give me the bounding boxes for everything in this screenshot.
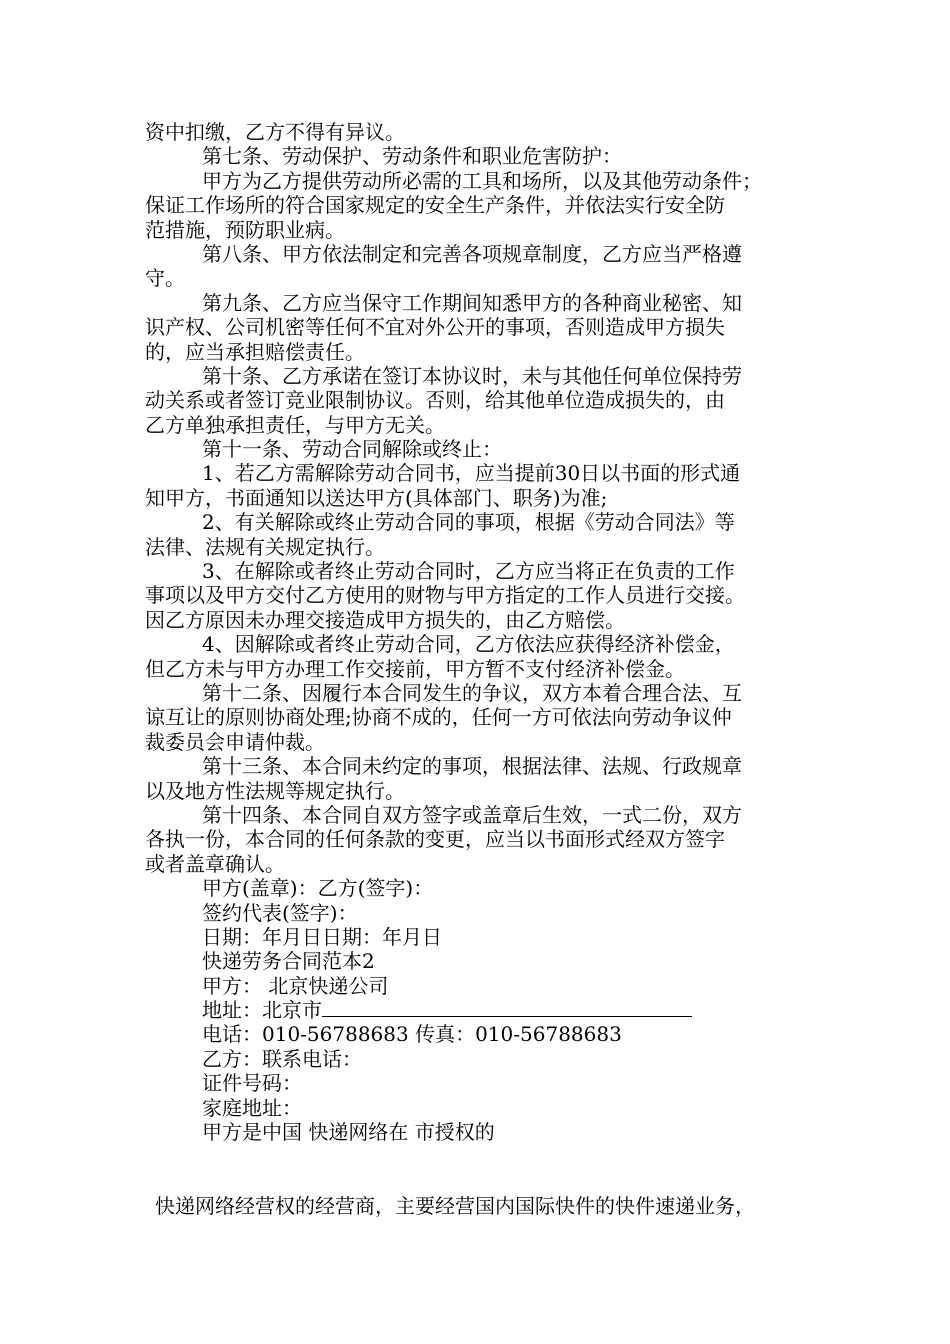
text-line: 各执一份，本合同的任何条款的变更，应当以书面形式经双方签字	[145, 827, 725, 852]
text-line: 第七条、劳动保护、劳动条件和职业危害防护：	[202, 144, 622, 169]
text-line: 乙方单独承担责任，与甲方无关。	[145, 412, 445, 437]
text-line: 4、因解除或者终止劳动合同，乙方依法应获得经济补偿金，	[202, 632, 735, 657]
intro-text: 甲方是中国 快递网络在 市授权的	[202, 1120, 495, 1145]
continuation-line: 快递网络经营权的经营商，主要经营国内国际快件的快件速递业务，	[155, 1194, 755, 1218]
text-line: 知甲方，书面通知以送达甲方(具体部门、职务)为准;	[145, 485, 608, 510]
address	[145, 998, 815, 1022]
sample2-title	[145, 949, 815, 973]
phone-fax-text: 电话：010-56788683 传真：010-56788683	[202, 1022, 622, 1047]
paragraph	[145, 461, 815, 510]
intro	[145, 1120, 815, 1144]
signature-representative-text: 签约代表(签字)：	[202, 900, 358, 925]
text-line: 第九条、乙方应当保守工作期间知悉甲方的各种商业秘密、知	[202, 290, 742, 315]
signature-parties-text: 甲方(盖章)：乙方(签字)：	[202, 876, 434, 901]
text-line: 的，应当承担赔偿责任。	[145, 339, 365, 364]
text-line: 动关系或者签订竞业限制协议。否则，给其他单位造成损失的，由	[145, 388, 725, 413]
text-line: 资中扣缴，乙方不得有异议。	[145, 120, 405, 144]
paragraph	[145, 364, 815, 437]
text-line: 裁委员会申请仲裁。	[145, 729, 325, 754]
party-a	[145, 974, 815, 998]
text-line: 第十三条、本合同未约定的事项，根据法律、法规、行政规章	[202, 754, 742, 779]
signature-representative	[145, 901, 815, 925]
text-line: 因乙方原因未办理交接造成甲方损失的，由乙方赔偿。	[145, 607, 625, 632]
paragraph	[145, 510, 815, 559]
paragraph	[145, 242, 815, 291]
text-line: 第十四条、本合同自双方签字或盖章后生效，一式二份，双方	[202, 802, 742, 827]
text-line: 或者盖章确认。	[145, 851, 285, 876]
contract-body	[145, 120, 815, 1144]
address-blank-line	[322, 998, 692, 1017]
text-line: 保证工作场所的符合国家规定的安全生产条件，并依法实行安全防	[145, 193, 725, 218]
paragraph	[145, 291, 815, 364]
signature-parties	[145, 876, 815, 900]
text-line: 1、若乙方需解除劳动合同书，应当提前30日以书面的形式通	[202, 461, 741, 486]
paragraph	[145, 681, 815, 754]
id-number-text: 证件号码：	[202, 1071, 302, 1096]
party-b	[145, 1047, 815, 1071]
text-line: 第十条、乙方承诺在签订本协议时，未与其他任何单位保持劳	[202, 363, 742, 388]
paragraph	[145, 144, 815, 168]
paragraph	[145, 120, 815, 144]
text-line: 第十一条、劳动合同解除或终止：	[202, 437, 502, 462]
text-line: 谅互让的原则协商处理;协商不成的，任何一方可依法向劳动争议仲	[145, 705, 732, 730]
paragraph	[145, 803, 815, 876]
address-text: 地址：北京市	[202, 998, 322, 1023]
signature-date-text: 日期：年月日日期：年月日	[202, 924, 442, 949]
sample2-title-text: 快递劳务合同范本2	[202, 949, 375, 974]
text-line: 甲方为乙方提供劳动所必需的工具和场所，以及其他劳动条件；	[202, 168, 762, 193]
phone-fax	[145, 1022, 815, 1046]
id-number	[145, 1071, 815, 1095]
signature-date	[145, 925, 815, 949]
home-address-text: 家庭地址：	[202, 1095, 302, 1120]
paragraph	[145, 169, 815, 242]
party-a-text: 甲方： 北京快递公司	[202, 973, 389, 998]
paragraph	[145, 437, 815, 461]
party-b-text: 乙方：联系电话：	[202, 1046, 362, 1071]
text-line: 识产权、公司机密等任何不宜对外公开的事项，否则造成甲方损失	[145, 315, 725, 340]
paragraph	[145, 754, 815, 803]
text-line: 第十二条、因履行本合同发生的争议，双方本着合理合法、互	[202, 680, 742, 705]
paragraph	[145, 559, 815, 632]
text-line: 第八条、甲方依法制定和完善各项规章制度，乙方应当严格遵	[202, 241, 742, 266]
text-line: 但乙方未与甲方办理工作交接前，甲方暂不支付经济补偿金。	[145, 656, 685, 681]
text-line: 3、在解除或者终止劳动合同时，乙方应当将正在负责的工作	[202, 559, 735, 584]
text-line: 法律、法规有关规定执行。	[145, 534, 385, 559]
text-line: 守。	[145, 266, 185, 291]
paragraph	[145, 632, 815, 681]
text-line: 事项以及甲方交付乙方使用的财物与甲方指定的工作人员进行交接。	[145, 583, 745, 608]
home-address	[145, 1096, 815, 1120]
text-line: 2、有关解除或终止劳动合同的事项，根据《劳动合同法》等	[202, 510, 735, 535]
text-line: 范措施，预防职业病。	[145, 217, 345, 242]
text-line: 以及地方性法规等规定执行。	[145, 778, 405, 803]
